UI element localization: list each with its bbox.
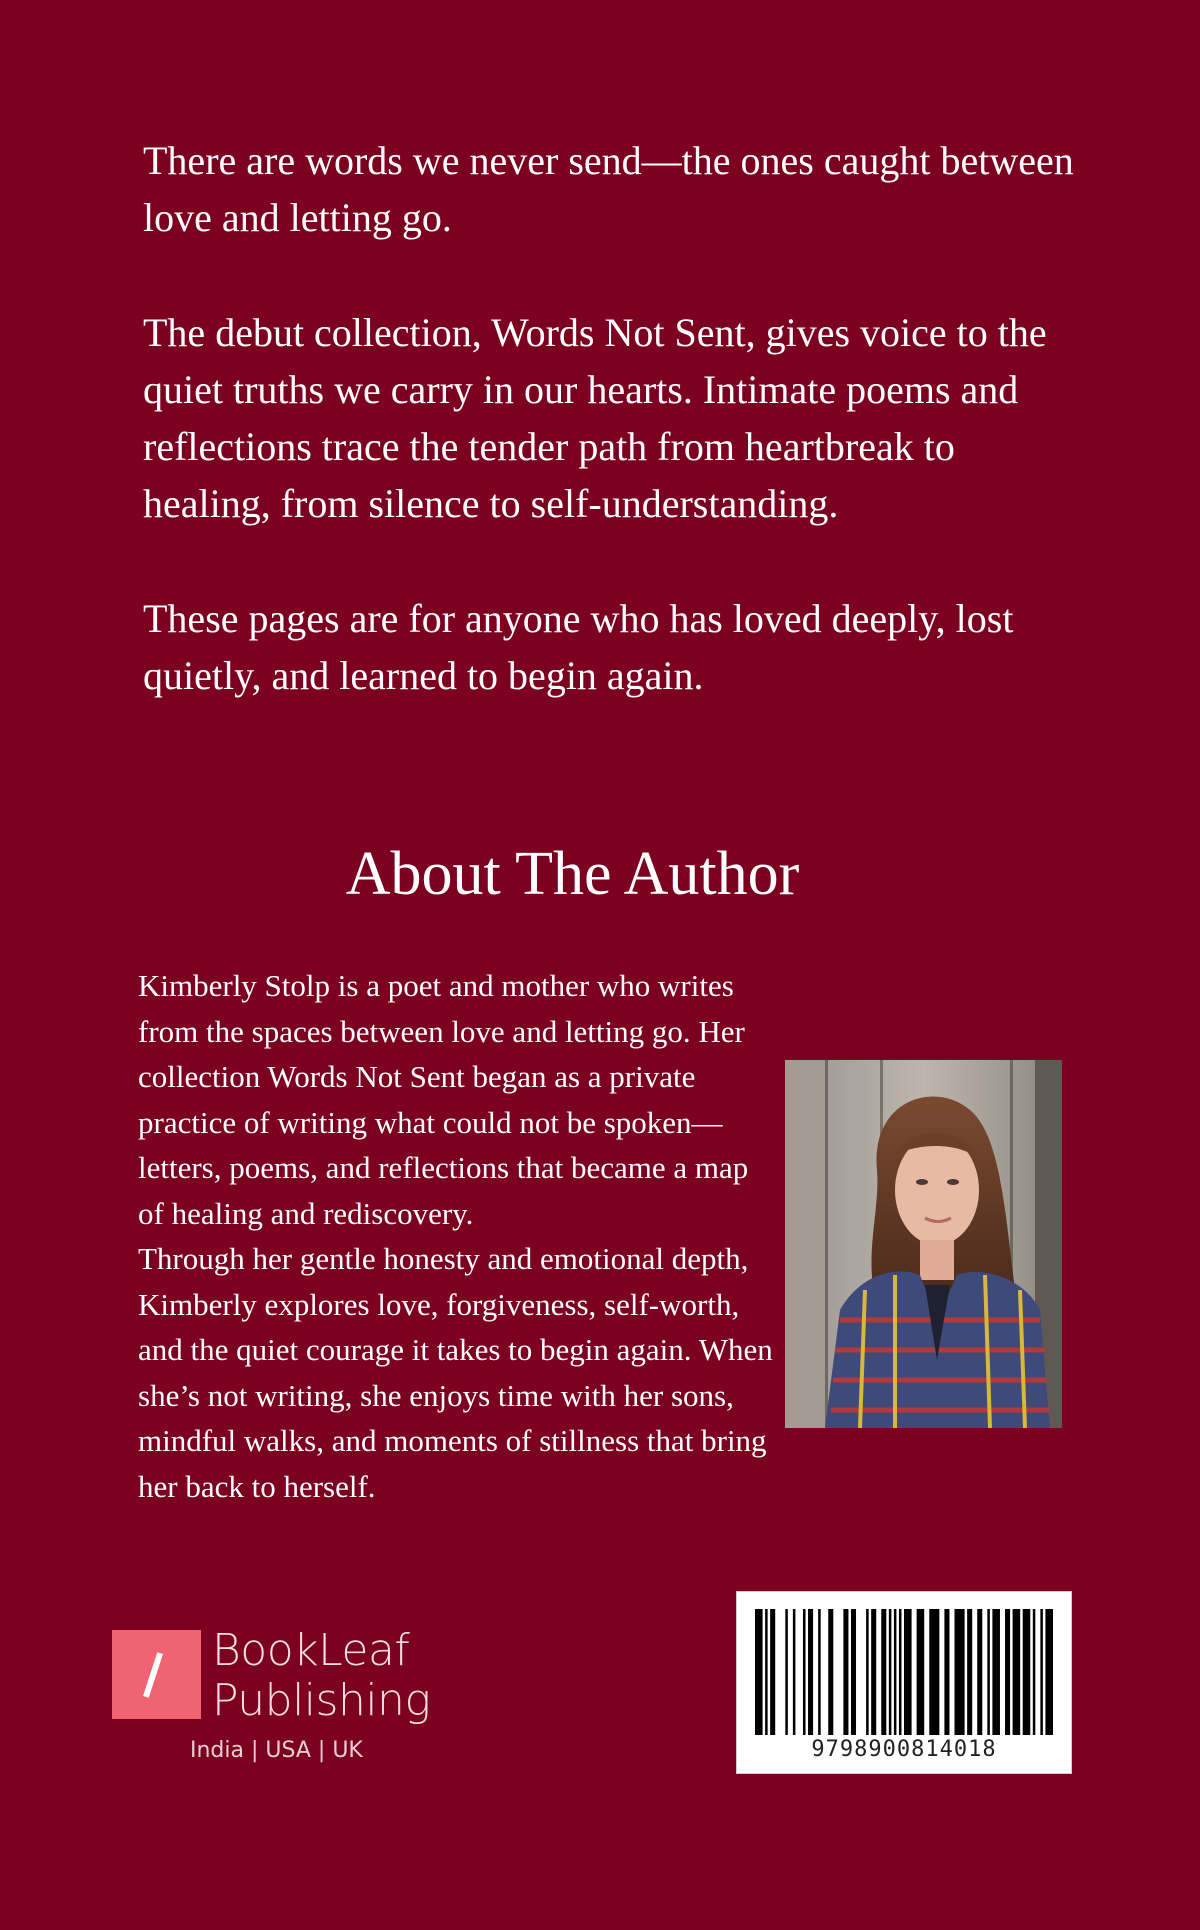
barcode-bar [793, 1609, 796, 1735]
barcode-bar [785, 1609, 788, 1735]
blurb-paragraph-1: There are words we never send—the ones caught between love and letting go. [143, 138, 1074, 240]
barcode-bar [1045, 1609, 1053, 1735]
barcode-bar [770, 1609, 775, 1735]
barcode-bar [904, 1609, 912, 1735]
barcode-bar [765, 1609, 768, 1735]
publisher-name [212, 1626, 430, 1726]
barcode-bar [818, 1609, 821, 1735]
barcode-bar [851, 1609, 856, 1735]
barcode-bar [894, 1609, 897, 1735]
barcode-bars [755, 1609, 1053, 1735]
barcode-bar [899, 1609, 902, 1735]
barcode-bar [1033, 1609, 1036, 1735]
barcode-bar [808, 1609, 813, 1735]
author-bio [138, 963, 778, 1509]
barcode-bar [955, 1609, 965, 1735]
publisher-name-line2: Publishing [212, 1675, 431, 1726]
barcode-bar [871, 1609, 876, 1735]
barcode-bar [1013, 1609, 1021, 1735]
blurb-paragraph-2: The debut collection, Words Not Sent, gives voice to the quiet truths we carry in our hearts. Intimate poems and reflections trace the tender path from heartbreak to healing, from silence to self-understanding. [143, 310, 1047, 526]
barcode-bar [803, 1609, 806, 1735]
barcode-bar [987, 1609, 990, 1735]
barcode-bar [1023, 1609, 1031, 1735]
isbn-number: 9798900814018 [811, 1737, 997, 1762]
barcode-bar [992, 1609, 1000, 1735]
publisher-name-line1: BookLeaf [212, 1625, 410, 1676]
barcode-bar [889, 1609, 892, 1735]
about-author-heading: About The Author [345, 840, 800, 908]
barcode-bar [828, 1609, 833, 1735]
isbn-barcode [736, 1591, 1072, 1774]
bio-paragraph-1: Kimberly Stolp is a poet and mother who writes from the spaces between love and letting go. Her collection Words Not Sent began as a private practice of writing what could not be spoken—letters, poems, and reflections that became a map of healing and rediscovery. [138, 968, 749, 1231]
blurb-paragraph-3: These pages are for anyone who has loved deeply, lost quietly, and learned to begin again. [143, 596, 1014, 698]
back-cover-blurb [143, 132, 1083, 762]
barcode-bar [843, 1609, 848, 1735]
barcode-bar [917, 1609, 925, 1735]
bio-paragraph-2: Through her gentle honesty and emotional depth, Kimberly explores love, forgiveness, self-worth, and the quiet courage it takes to begin again. When she’s not writing, she enjoys time with her sons, mindful walks, and moments of stillness that bring her back to herself. [138, 1241, 773, 1504]
barcode-bar [977, 1609, 982, 1735]
barcode-bar [944, 1609, 949, 1735]
publisher-regions: India | USA | UK [190, 1738, 363, 1763]
bookleaf-slash-icon [112, 1630, 201, 1719]
author-photo [785, 1060, 1062, 1428]
barcode-bar [967, 1609, 972, 1735]
barcode-bar [1005, 1609, 1010, 1735]
barcode-bar [881, 1609, 886, 1735]
barcode-bar [866, 1609, 869, 1735]
barcode-bar [755, 1609, 763, 1735]
barcode-bar [929, 1609, 939, 1735]
barcode-bar [1040, 1609, 1043, 1735]
